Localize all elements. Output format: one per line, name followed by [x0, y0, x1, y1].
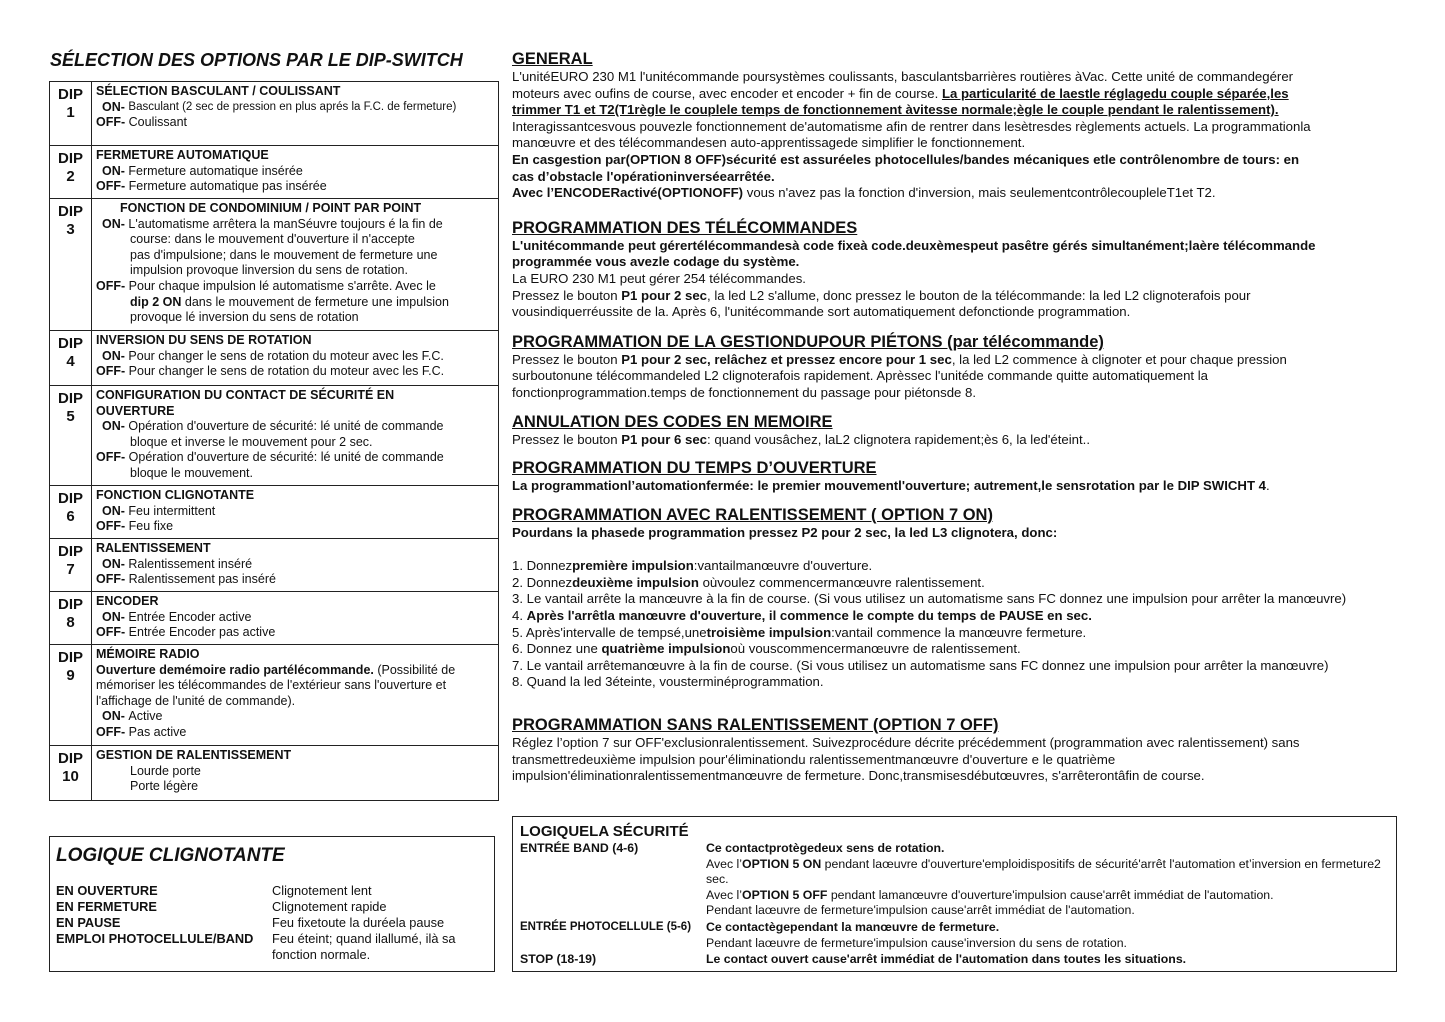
logique-clignotante-box [49, 836, 495, 972]
list-item: 1. Donnezpremière impulsion:vantailmanœuvre d'ouverture. [512, 558, 873, 574]
paragraph-line: programmée vous avezle codage du système. [512, 254, 800, 270]
dip-row-5 [50, 385, 498, 485]
off-label: OFF- [96, 572, 126, 587]
on-text-line: L'automatisme arrêtera la manSéuvre toujours é la fin de [128, 216, 443, 231]
on-text: Fermeture automatique insérée [128, 163, 303, 178]
dip-row-4 [50, 330, 498, 385]
steps-list [512, 558, 1398, 691]
off-label: OFF- [96, 625, 126, 640]
on-label: ON- [102, 709, 125, 724]
dip-title: CONFIGURATION DU CONTACT DE SÉCURITÉ EN [96, 388, 395, 402]
on-label: ON- [102, 503, 125, 518]
paragraph-text: moteurs avec oufins de course, avec encoder et encoder + fin de course. [512, 85, 942, 101]
dip-row-3 [50, 198, 498, 330]
dip-row-8 [50, 591, 498, 644]
on-label: ON- [102, 216, 125, 231]
dip-number: DIP 9 [50, 645, 92, 745]
off-label: OFF- [96, 115, 126, 130]
on-text-line: course: dans le mouvement d'ouverture il n'accepte [130, 232, 415, 247]
section-heading: PROGRAMMATION AVEC RALENTISSEMENT ( OPTION 7 ON) [512, 505, 993, 524]
paragraph-text: vous n'avez pas la fonction d'inversion, mais seulementcontrôlecoupleleT1et T2. [743, 185, 1216, 201]
paragraph-bold: La programmationl’automationfermée: le premier mouvementl'ouverture; autrement,le sensrotation par le DIP SWICHT 4 [512, 478, 1267, 494]
off-label: OFF- [96, 724, 126, 739]
dip-row-2 [50, 145, 498, 198]
list-item: 6. Donnez une quatrième impulsionoù vouscommencermanœuvre de ralentissement. [512, 641, 1021, 657]
on-text: Ralentissement inséré [128, 556, 253, 571]
section-heading: ANNULATION DES CODES EN MEMOIRE [512, 412, 833, 431]
paragraph-line: Pourdans la phasede programmation pressez P2 pour 2 sec, la led L3 clignotera, donc: [512, 524, 1058, 540]
paragraph-bold: P1 pour 2 sec, relâchez et pressez encore pour 1 sec [621, 351, 952, 367]
section-sans-ralentissement [512, 716, 1398, 785]
section-heading: PROGRAMMATION DE LA GESTIONDUPOUR PIÉTONS (par télécommande) [512, 332, 1104, 351]
paragraph-line: vousindiquerréussite de la. Après 6, l'unitécommande sort automatiquement defonctionde programmation. [512, 304, 1131, 320]
section-heading: PROGRAMMATION DU TEMPS D’OUVERTURE [512, 459, 877, 478]
off-text-line: Opération d'ouverture de sécurité: lé unité de commande [128, 450, 444, 465]
left-section-title: SÉLECTION DES OPTIONS PAR LE DIP-SWITCH [50, 50, 463, 70]
paragraph-bold: P1 pour 6 sec [621, 431, 707, 447]
off-text: Fermeture automatique pas insérée [128, 179, 327, 194]
paragraph-line: manœuvre et des télécommandesen auto-apprentissagede simplifier le fonctionnement. [512, 135, 1026, 151]
paragraph-line: transmettredeuxième impulsion pour'éliminationdu ralentissementmanœuvre d'ouverture e le quatrième [512, 751, 1116, 767]
dip-number: DIP 5 [50, 386, 92, 485]
dip-title: FONCTION DE CONDOMINIUM / POINT PAR POINT [120, 201, 422, 215]
dip-title: INVERSION DU SENS DE ROTATION [96, 333, 312, 347]
section-annulation [512, 413, 1398, 449]
off-text-bold: dip 2 ON [130, 294, 182, 309]
paragraph-text: , la led L2 s'allume, donc pressez le bouton de la télécommande: la led L2 clignoterafois pour [707, 287, 1251, 303]
section-heading: PROGRAMMATION SANS RALENTISSEMENT (OPTION 7 OFF) [512, 716, 999, 735]
section-pietons [512, 333, 1398, 402]
off-text-line: bloque le mouvement. [130, 465, 253, 480]
dip-title: SÉLECTION BASCULANT / COULISSANT [96, 84, 341, 98]
paragraph-text: Pressez le bouton [512, 431, 622, 447]
off-text: Ralentissement pas inséré [128, 572, 276, 587]
dip-number: DIP 2 [50, 146, 92, 198]
on-text-line: bloque et inverse le mouvement pour 2 sec. [130, 434, 373, 449]
list-item: 3. Le vantail arrête la manœuvre à la fin de course. (Si vous utilisez un automatisme sans FC donnez une impulsion pour arrêter la manœuvre) [512, 591, 1347, 607]
off-label: OFF- [96, 519, 126, 534]
off-text-line: dans le mouvement de fermeture une impulsion [181, 294, 449, 309]
paragraph-line: L'unitéEURO 230 M1 l'unitécommande poursystèmes coulissants, basculantsbarrières routières àVac. Cette unité de commandegérer [512, 69, 1294, 84]
section-heading: PROGRAMMATION DES TÉLÉCOMMANDES [512, 218, 858, 237]
clign-row: EN OUVERTURE Clignotement lent [56, 883, 372, 898]
dip10-line: Porte légère [130, 779, 199, 794]
paragraph-bold: La particularité de laestle réglagedu couple séparée,les [941, 85, 1289, 101]
on-label: ON- [102, 609, 125, 624]
dip-title: RALENTISSEMENT [96, 541, 211, 555]
clign-row: EN PAUSE Feu fixetoute la duréela pause [56, 915, 445, 930]
dip-number: DIP 8 [50, 592, 92, 644]
paragraph-text: Pressez le bouton [512, 287, 622, 303]
section-telecommandes [512, 219, 1398, 321]
dip-number: DIP 10 [50, 746, 92, 800]
dip-row-6 [50, 485, 498, 538]
paragraph-line: cas d’obstacle l'opérationinverséearrêtée. [512, 168, 775, 184]
off-text: Pas active [128, 724, 187, 739]
secu-row-stop: STOP (18-19) Le contact ouvert cause'arrêt immédiat de l'automation dans toutes les situations. [520, 952, 1187, 966]
paragraph-line: impulsion'éliminationralentissementmanœuvre de fermeture. Donc,transmisesdébutœuvres, s'arrêterontâfin de course. [512, 768, 1205, 784]
list-item: 5. Après'intervalle de tempsé,unetroisième impulsion:vantail commence la manœuvre fermeture. [512, 624, 1087, 640]
paragraph-line: Réglez l’option 7 sur OFF'exclusionralentissement. Suivezprocédure décrite précédemment (programmation avec ralentissement) sans [512, 735, 1300, 751]
off-label: OFF- [96, 364, 126, 379]
dip-number: DIP 3 [50, 199, 92, 330]
on-label: ON- [102, 556, 125, 571]
on-label: ON- [102, 348, 125, 363]
dip-row-7 [50, 538, 498, 591]
off-text: Coulissant [128, 115, 188, 130]
off-label: OFF- [96, 450, 126, 465]
paragraph-line: La EURO 230 M1 peut gérer 254 télécommandes. [512, 270, 806, 286]
dip9-desc-bold: Ouverture demémoire radio partélécommande. [96, 662, 374, 677]
paragraph-bold: Avec l’ENCODERactivé(OPTIONOFF) [512, 185, 744, 201]
dip-number: DIP 1 [50, 82, 92, 145]
on-text-line: Opération d'ouverture de sécurité: lé unité de commande [128, 419, 444, 434]
off-text: Pour changer le sens de rotation du moteur avec les F.C. [128, 364, 445, 379]
list-item: 4. Après l'arrêtla manœuvre d'ouverture, il commence le compte du temps de PAUSE en sec. [512, 608, 1092, 624]
list-item: 2. Donnezdeuxième impulsion oùvoulez commencermanœuvre ralentissement. [512, 574, 985, 590]
off-text: Feu fixe [128, 519, 174, 534]
paragraph-text: . [1266, 478, 1270, 494]
clign-row: EN FERMETURE Clignotement rapide [56, 899, 387, 914]
paragraph-line: L'unitécommande peut gérertélécommandesà code fixeà code.deuxèmespeut pasêtre gérés simultanément;laère télécommande [512, 237, 1316, 253]
dip-number: DIP 7 [50, 539, 92, 591]
section-general [512, 50, 1398, 202]
paragraph-line: Interagissantcesvous pouvezle fonctionnement de'automatisme afin de rentrer dans lesètresdes règlements actuels. La programmationla [512, 118, 1311, 134]
paragraph-line: En casgestion par(OPTION 8 OFF)sécurité est assuréeles photocellules/bandes mécaniques etle contrôlenombre de tours: en [512, 151, 1300, 167]
logique-securite-box [512, 816, 1397, 972]
on-label: ON- [102, 419, 125, 434]
off-text-line: provoque lé inversion du sens de rotation [130, 310, 359, 325]
on-text: Feu intermittent [128, 503, 216, 518]
dip-row-1 [50, 82, 498, 145]
on-text: Basculant (2 sec de pression en plus aprés la F.C. de fermeture) [128, 100, 457, 113]
on-text-line: pas d'impulsione; dans le mouvement de fermeture une [130, 247, 438, 262]
dip9-desc-line: mémoriser les télécommandes de l'extérieur sans l'ouverture et [96, 678, 447, 693]
on-text: Active [128, 709, 163, 724]
dip-row-10 [50, 745, 498, 800]
off-text: Entrée Encoder pas active [128, 625, 276, 640]
box-title: LOGIQUE CLIGNOTANTE [56, 845, 285, 866]
dip-switch-table [49, 81, 499, 801]
dip-title: MÉMOIRE RADIO [96, 647, 200, 661]
paragraph-line: surboutonune télécommandeled L2 clignoterafois rapidement. Aprèssec l'unitéde commande quitte automatiquement la [512, 368, 1209, 384]
paragraph-line: fonctionprogrammation.temps de fonctionnement du passage pour piétonsde 8. [512, 384, 977, 400]
dip10-line: Lourde porte [130, 763, 201, 778]
paragraph-text: : quand vousâchez, laL2 clignotera rapidement;ès 6, la led'éteint.. [707, 431, 1091, 447]
list-item: 7. Le vantail arrêtemanœuvre à la fin de course. (Si vous utilisez un automatisme sans FC donnez une impulsion pour arrêter la manœuvre) [512, 657, 1329, 673]
dip-number: DIP 6 [50, 486, 92, 538]
off-label: OFF- [96, 278, 126, 293]
paragraph-bold: P1 pour 2 sec [621, 287, 707, 303]
on-text: Entrée Encoder active [128, 609, 252, 624]
secu-row-photo: ENTRÉE PHOTOCELLULE (5-6) Ce contactègependant la manœuvre de fermeture. Pendant laœuvre de fermeture'impulsion cause'inversion du sens de rotation. [520, 920, 1127, 950]
dip-number: DIP 4 [50, 331, 92, 385]
dip-title: FERMETURE AUTOMATIQUE [96, 148, 269, 162]
list-item: 8. Quand la led 3éteinte, vousterminéprogrammation. [512, 674, 824, 690]
section-temps [512, 459, 1398, 495]
section-avec-ralentissement [512, 506, 1398, 691]
paragraph-text: Pressez le bouton [512, 351, 622, 367]
on-label: ON- [102, 99, 125, 114]
dip9-desc: (Possibilité de [373, 662, 456, 677]
dip-title: FONCTION CLIGNOTANTE [96, 488, 255, 502]
paragraph-line: trimmer T1 et T2(T1règle le couplele temps de fonctionnement àvitesse normale;ègle le couple pendant le ralentissement). [512, 102, 1279, 118]
clign-row: EMPLOI PHOTOCELLULE/BAND Feu éteint; quand ilallumé, ilà sa fonction normale. [56, 931, 456, 962]
dip-title: ENCODER [96, 594, 159, 608]
right-column [512, 50, 1398, 785]
section-heading: GENERAL [512, 50, 593, 68]
dip-title: GESTION DE RALENTISSEMENT [96, 748, 292, 762]
secu-row-band: ENTRÉE BAND (4-6) Ce contactprotègedeux sens de rotation. Avec l’OPTION 5 ON pendant laœuvre d'ouverture'emploidispositifs de sécurité'arrêt l'automation et’inversion en fermeture2 sec. Avec l’OPTION 5 OFF pendant lamanœuvre d'ouverture'impulsion cause'arrêt immédiat de l'automation. Pendant laœuvre de fermeture'impulsion cause'arrêt immédiat de l'automation. [520, 841, 1381, 918]
off-label: OFF- [96, 179, 126, 194]
dip-row-9 [50, 644, 498, 745]
on-text-line: impulsion provoque linversion du sens de rotation. [130, 263, 408, 278]
box-title: LOGIQUELA SÉCURITÉ [520, 823, 689, 840]
on-label: ON- [102, 163, 125, 178]
paragraph-text: , la led L2 commence à clignoter et pour chaque pression [951, 351, 1287, 367]
off-text-line: Pour chaque impulsion lé automatisme s'arrête. Avec le [128, 278, 436, 293]
on-text: Pour changer le sens de rotation du moteur avec les F.C. [128, 348, 444, 363]
dip9-desc-line: l'affichage de l'unité de commande). [96, 693, 296, 708]
dip-title-cont: OUVERTURE [96, 403, 175, 418]
